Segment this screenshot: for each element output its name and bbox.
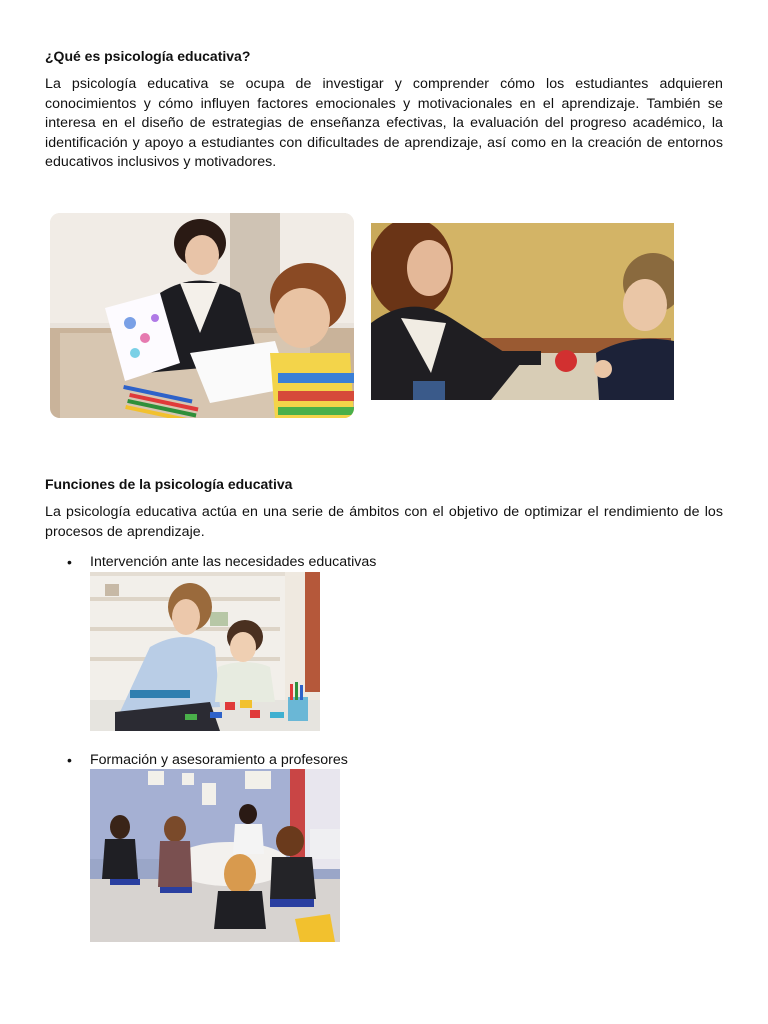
- list-item: [67, 751, 690, 769]
- list-item-label: Formación y asesoramiento a profesores: [90, 752, 348, 768]
- list-item-label: Intervención ante las necesidades educativas: [90, 554, 377, 570]
- section-paragraph-functions: La psicología educativa actúa en una serie de ámbitos con el objetivo de optimizar el rendimiento de los procesos de aprendizaje.: [45, 504, 723, 540]
- photo-teacher-training-meeting: [90, 769, 340, 942]
- photo-intervention-blocks: [90, 572, 320, 731]
- bullet-dot: •: [67, 752, 72, 768]
- photo-psychologist-child-toy: [371, 223, 674, 400]
- section-title-functions: Funciones de la psicología educativa: [45, 476, 293, 492]
- photo-psychologist-child-drawing: [50, 213, 354, 418]
- section-paragraph-what-is: La psicología educativa se ocupa de investigar y comprender cómo los estudiantes adquieren conocimientos y cómo influyen factores emocionales y motivacionales en el aprendizaje. También se interesa en el diseño de estrategias de enseñanza efectivas, la evaluación del progreso académico, la identificación y apoyo a estudiantes con dificultades de aprendizaje, así como en la creación de entornos educativos inclusivos y motivadores.: [45, 76, 723, 171]
- section-title-what-is: ¿Qué es psicología educativa?: [45, 48, 251, 64]
- bullet-dot: •: [67, 554, 72, 570]
- list-item: [67, 553, 690, 571]
